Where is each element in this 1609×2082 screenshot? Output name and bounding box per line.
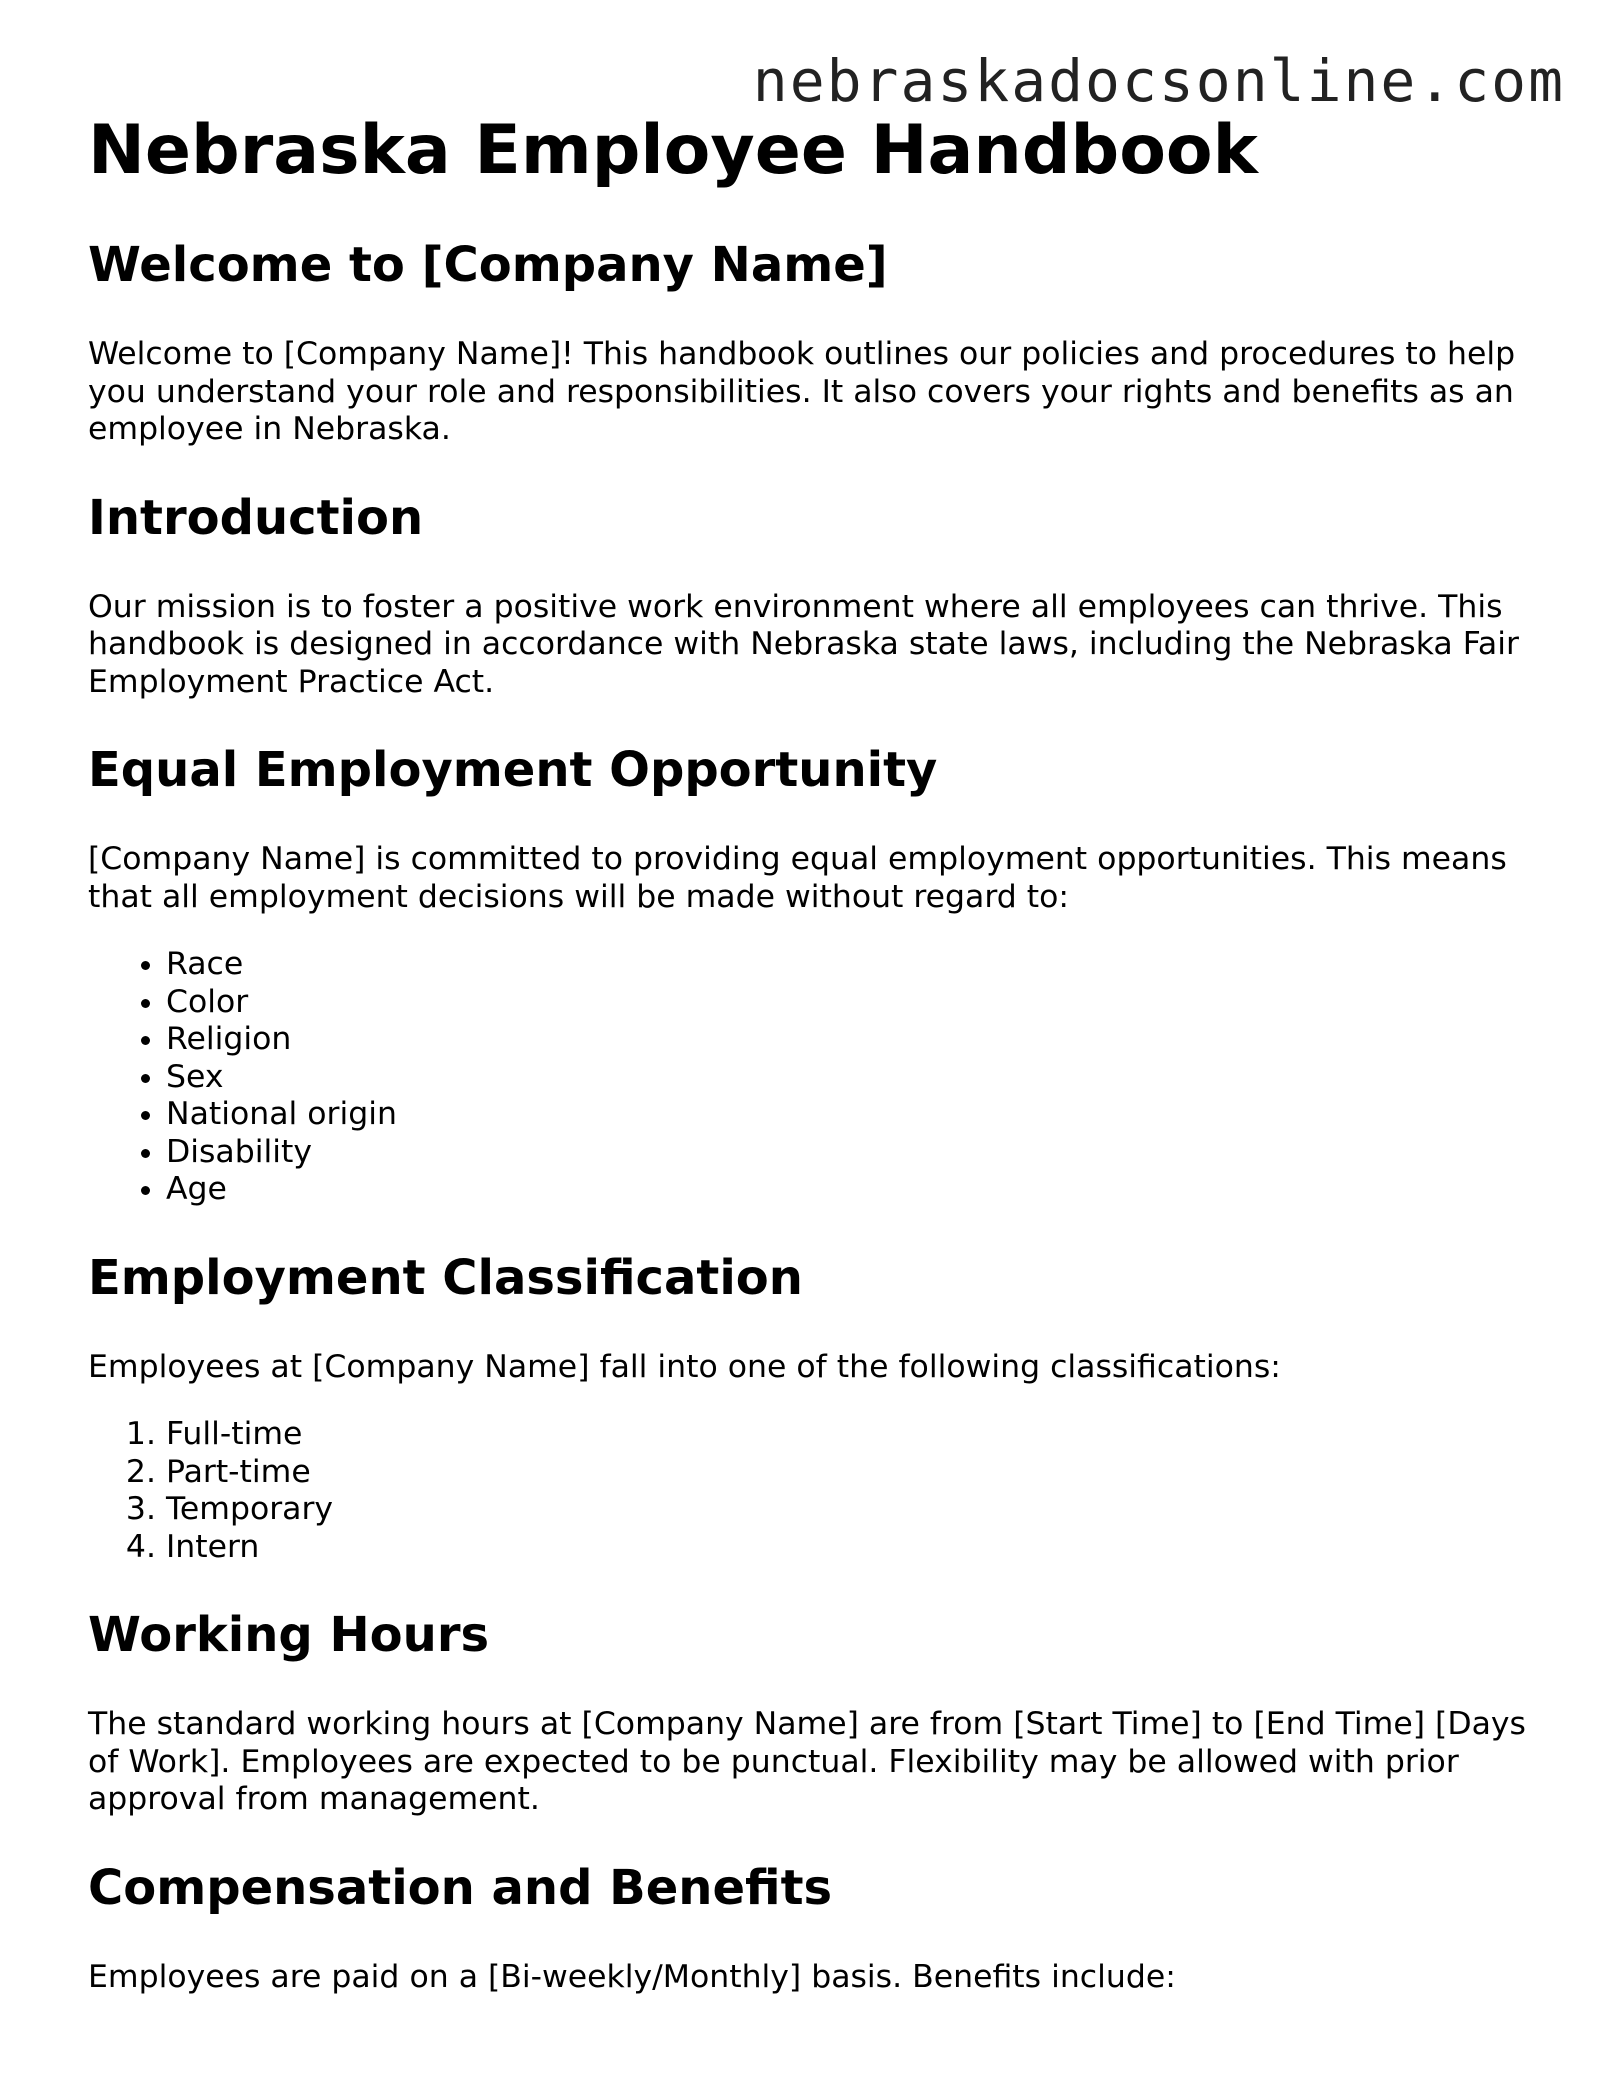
section-body: The standard working hours at [Company Name] are from [Start Time] to [End Time] [Days of Work]. Employees are expected to be punctual. Flexibility may be allowed with prior approval from management. (88, 1706, 1526, 1817)
section-heading: Employment Classification (88, 1249, 803, 1306)
section-body: Employees at [Company Name] fall into one of the following classifications: (88, 1348, 1281, 1385)
section-introduction (88, 487, 1528, 702)
section-body: Welcome to [Company Name]! This handbook outlines our policies and procedures to help you understand your role and responsibilities. It also covers your rights and benefits as an employee in Nebraska. (88, 336, 1516, 447)
section-heading: Working Hours (88, 1607, 490, 1663)
document-page (88, 108, 1528, 1996)
section-heading: Welcome to [Company Name] (88, 237, 888, 293)
list-item: 4. Intern (166, 1529, 1528, 1567)
list-item: • Disability (166, 1134, 1528, 1172)
site-watermark: nebraskadocsonline.com (752, 47, 1565, 115)
list-item: 2. Part-time (166, 1454, 1528, 1492)
section-equal-employment (88, 739, 1528, 1209)
section-body: Our mission is to foster a positive work environment where all employees can thrive. This handbook is designed in accordance with Nebraska state laws, including the Nebraska Fair Employment Practice Act. (88, 588, 1519, 700)
list-item: • Religion (166, 1021, 1528, 1059)
section-heading: Introduction (88, 489, 424, 546)
section-heading: Compensation and Benefits (88, 1859, 833, 1916)
list-item: • Age (166, 1171, 1528, 1209)
list-item: 1. Full-time (166, 1416, 1528, 1454)
list-item: • Color (166, 984, 1528, 1022)
document-title: Nebraska Employee Handbook (88, 111, 1258, 190)
list-item: 3. Temporary (166, 1491, 1528, 1529)
section-working-hours (88, 1604, 1528, 1819)
list-item: • Sex (166, 1059, 1528, 1097)
section-body: Employees are paid on a [Bi-weekly/Monthly] basis. Benefits include: (88, 1958, 1176, 1995)
section-compensation-benefits (88, 1857, 1528, 1997)
classification-list (88, 1416, 1528, 1566)
list-item: • National origin (166, 1096, 1528, 1134)
section-heading: Equal Employment Opportunity (88, 742, 938, 798)
section-employment-classification (88, 1247, 1528, 1567)
list-item: • Race (166, 946, 1528, 984)
section-welcome (88, 234, 1528, 449)
protected-categories-list (88, 946, 1528, 1209)
section-body: [Company Name] is committed to providing equal employment opportunities. This means that all employment decisions will be made without regard to: (88, 841, 1507, 915)
